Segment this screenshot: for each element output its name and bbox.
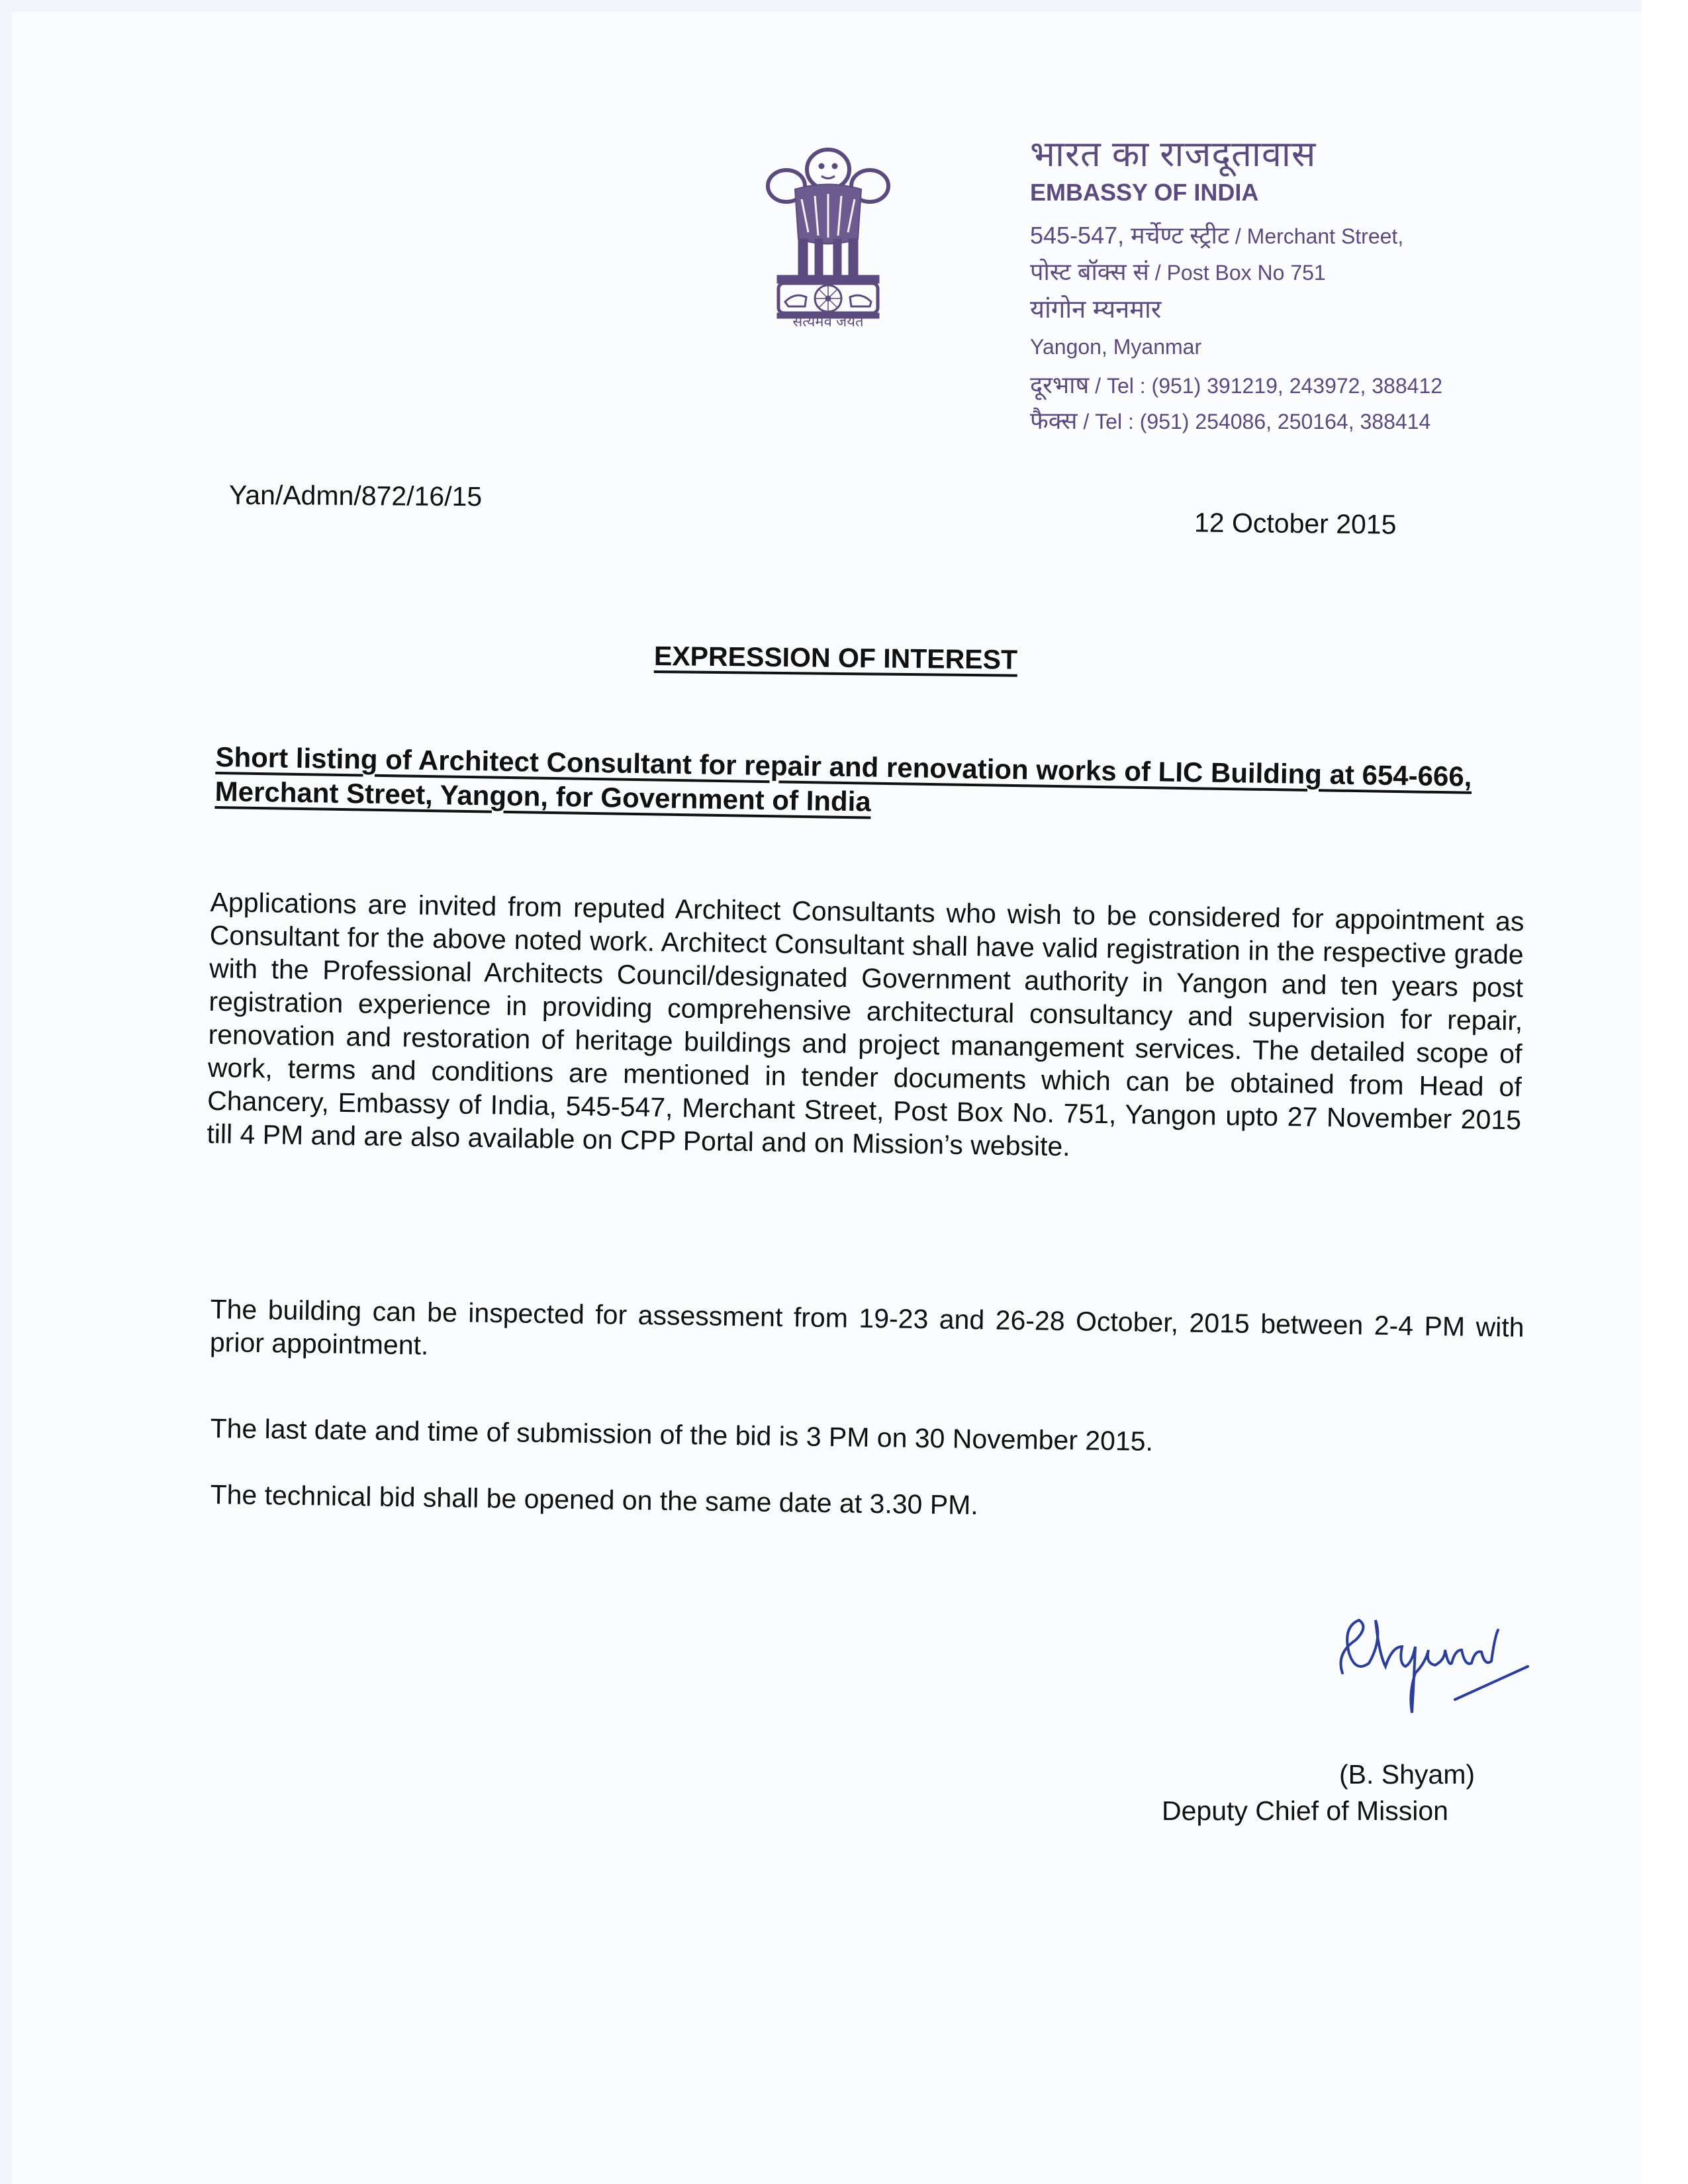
post-box-hindi: पोस्ट बॉक्स सं [1030, 258, 1149, 285]
fax-line [1030, 404, 1430, 436]
scan-margin [1642, 0, 1688, 2184]
embassy-title: EMBASSY OF INDIA [1030, 179, 1259, 206]
body-paragraph-submission-deadline: The last date and time of submission of the bid is 3 PM on 30 November 2015. [210, 1412, 1154, 1457]
address-line-street [1030, 218, 1403, 251]
national-emblem-icon [759, 130, 898, 335]
signatory-designation: Deputy Chief of Mission [1162, 1796, 1448, 1826]
telephone-line [1030, 368, 1442, 400]
tel-label-hindi: दूरभाष [1030, 371, 1090, 398]
handwritten-signature-icon [1329, 1600, 1541, 1719]
fax-numbers: / Tel : (951) 254086, 250164, 388414 [1077, 410, 1431, 433]
signatory-name: (B. Shyam) [1339, 1759, 1476, 1790]
emblem-motto: सत्यमेव जयते [792, 313, 864, 330]
post-box-english: / Post Box No 751 [1149, 261, 1326, 285]
body-paragraph-applications: Applications are invited from reputed Architect Consultants who wish to be considered for appointment as Consultant for the above noted work. Architect Consultant shall have valid registration in the respective grade with the Professional Architects Council/designated Government authority in Yangon and ten years post registration experience in providing comprehensive architectural consultancy and supervision for repair, renovation and restoration of heritage buildings and project manangement services. The detailed scope of work, terms and conditions are mentioned in tender documents which can be obtained from Head of Chancery, Embassy of India, 545-547, Merchant Street, Post Box No. 751, Yangon upto 27 November 2015 till 4 PM and are also available on CPP Portal and on Mission’s website. [207, 886, 1524, 1162]
subject-line: Short listing of Architect Consultant for repair and renovation works of LIC Building at 654-666, Merchant Street, Yangon, for Government of India [214, 741, 1472, 817]
address-city: Yangon, Myanmar [1030, 335, 1202, 359]
address-city-hindi: यांगोन म्यनमार [1030, 296, 1162, 324]
address-street-english: / Merchant Street, [1229, 224, 1404, 248]
address-street-hindi: 545-547, मर्चेण्ट स्ट्रीट [1030, 222, 1229, 249]
embassy-hindi-title: भारत का राजदूतावास [1030, 134, 1317, 174]
document-heading: EXPRESSION OF INTEREST [653, 641, 1018, 675]
tel-numbers: / Tel : (951) 391219, 243972, 388412 [1089, 374, 1443, 398]
address-line-post-box [1030, 255, 1326, 287]
document-page [12, 12, 1642, 2184]
fax-label-hindi: फैक्स [1030, 407, 1078, 434]
body-paragraph-bid-opening: The technical bid shall be opened on the same date at 3.30 PM. [210, 1479, 979, 1521]
letter-date: 12 October 2015 [1194, 507, 1397, 540]
reference-number: Yan/Admn/872/16/15 [228, 479, 483, 512]
body-paragraph-inspection: The building can be inspected for assessment from 19-23 and 26-28 October, 2015 between 2-4 PM with prior appointment. [209, 1293, 1524, 1361]
